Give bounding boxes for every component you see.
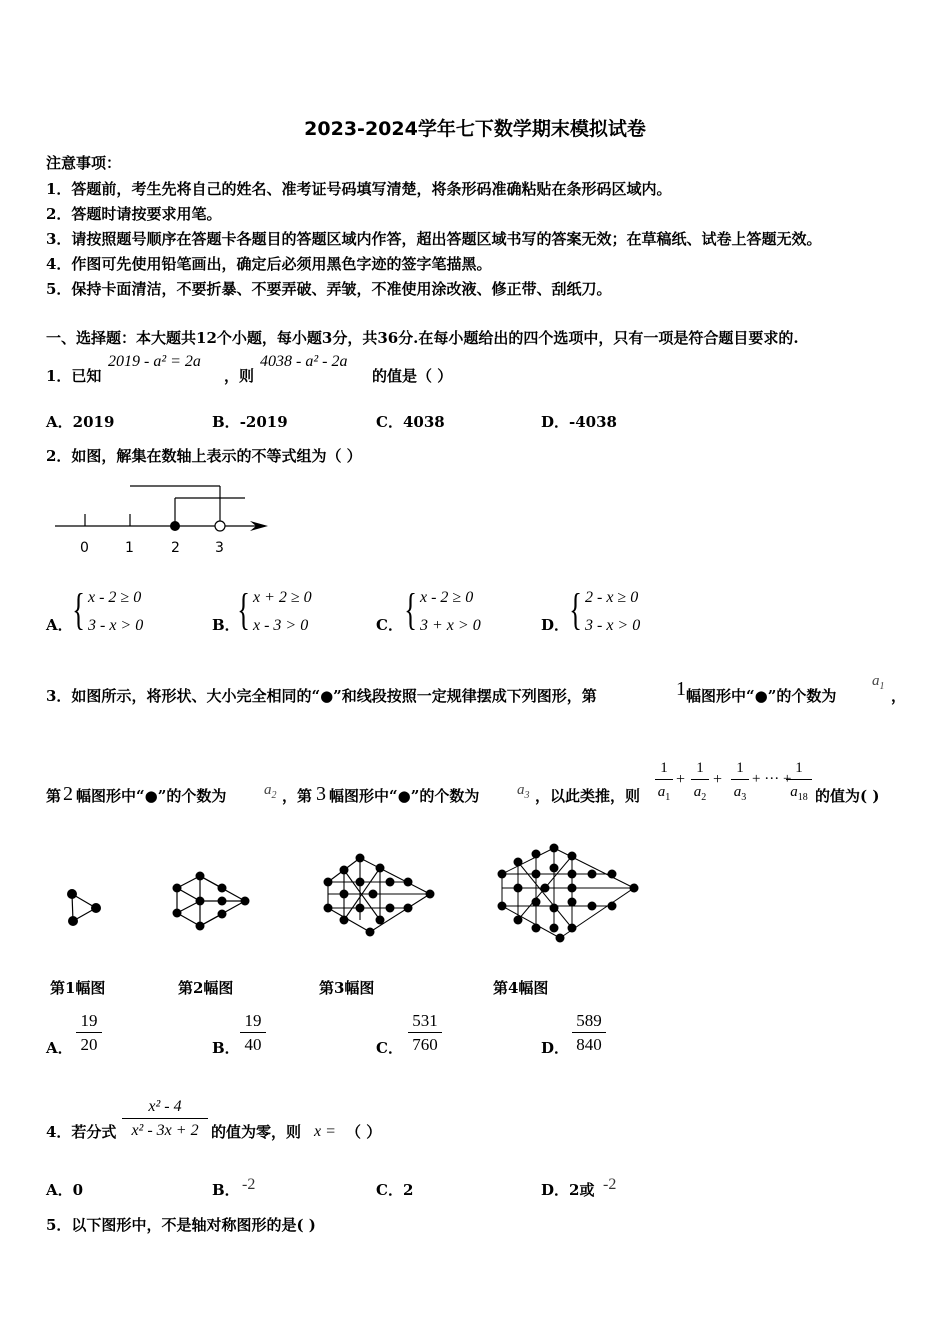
notice-item: 1．答题前，考生先将自己的姓名、准考证号码填写清楚，将条形码准确粘贴在条形码区域内。 — [46, 180, 672, 198]
figure-2 — [165, 866, 255, 936]
q5-text: 5．以下图形中，不是轴对称图形的是( ) — [46, 1216, 316, 1234]
figure-label: 第1幅图 — [50, 979, 106, 997]
q3-line2c: ，第 — [282, 787, 313, 805]
q3-line1b: 幅图形中“●”的个数为 — [686, 687, 837, 705]
q3-line1a: 3．如图所示，将形状、大小完全相同的“●”和线段按照一定规律摆成下列图形，第 — [46, 687, 597, 705]
q4-fraction: $\frac{\text{x² - 4}}{\text{x² - 3x + 2}}$ — [122, 1096, 208, 1143]
figure-label: 第3幅图 — [319, 979, 375, 997]
brace-icon: { — [404, 585, 417, 634]
section-heading: 一、选择题：本大题共12个小题，每小题3分，共36分.在每小题给出的四个选项中，只有一项是符合题目要求的. — [46, 329, 799, 347]
q4-option-a[interactable]: A．0 — [46, 1181, 84, 1199]
notice-item: 4．作图可先使用铅笔画出，确定后必须用黑色字迹的签字笔描黑。 — [46, 255, 492, 273]
open-point-icon — [215, 521, 225, 531]
q1-option-c[interactable]: C．4038 — [376, 413, 445, 431]
tick-label: 3 — [215, 540, 224, 556]
q1-option-a[interactable]: A．2019 — [46, 413, 115, 431]
q1-mid: ，则 — [224, 367, 255, 385]
closed-point-icon — [170, 521, 180, 531]
q3-line2b: 幅图形中“●”的个数为 — [76, 787, 227, 805]
q1-post: 的值是（ ） — [372, 367, 453, 385]
number-line-figure — [50, 480, 280, 540]
q4-var: x = — [314, 1123, 336, 1140]
tick-label: 2 — [171, 540, 180, 556]
q4-option-c[interactable]: C．2 — [376, 1181, 414, 1199]
notice-heading: 注意事项： — [46, 154, 122, 172]
figure-1 — [60, 880, 110, 930]
q3-line2e: ，以此类推，则 — [535, 787, 641, 805]
tick-label: 1 — [125, 540, 134, 556]
q1-expr2: 4038 - a² - 2a — [260, 353, 348, 370]
q4-pre: 4．若分式 — [46, 1123, 117, 1141]
figure-3 — [318, 850, 438, 942]
q3-line1c: ， — [891, 687, 907, 705]
q4-mid: 的值为零，则 — [211, 1123, 302, 1141]
q1-option-b[interactable]: B．-2019 — [212, 413, 288, 431]
figure-label: 第4幅图 — [493, 979, 549, 997]
tick-label: 0 — [80, 540, 89, 556]
figure-4 — [492, 840, 642, 945]
q3-a1: $a_1$ — [872, 673, 885, 692]
q1-pre: 1．已知 — [46, 367, 102, 385]
q3-n2: 2 — [63, 783, 73, 805]
q3-line2d: 幅图形中“●”的个数为 — [329, 787, 480, 805]
q2-text: 2．如图，解集在数轴上表示的不等式组为（ ） — [46, 447, 362, 465]
notice-item: 5．保持卡面清洁，不要折暴、不要弄破、弄皱，不准使用涂改液、修正带、刮纸刀。 — [46, 280, 612, 298]
q3-a3: $a_3$ — [517, 782, 530, 801]
q1-option-d[interactable]: D．-4038 — [541, 413, 617, 431]
q3-line2f: 的值为( ) — [815, 787, 880, 805]
q3-n1: 1 — [676, 678, 686, 700]
notice-item: 2．答题时请按要求用笔。 — [46, 205, 222, 223]
figure-label: 第2幅图 — [178, 979, 234, 997]
q3-a2: $a_2$ — [264, 782, 277, 801]
q4-post: （ ） — [346, 1123, 382, 1141]
notice-item: 3．请按照题号顺序在答题卡各题目的答题区域内作答，超出答题区域书写的答案无效；在草稿纸、试卷上答题无效。 — [46, 230, 822, 248]
brace-icon: { — [237, 585, 250, 634]
brace-icon: { — [72, 585, 85, 634]
q1-expr1: 2019 - a² = 2a — [108, 353, 201, 370]
q3-n3: 3 — [316, 783, 326, 805]
q3-line2a: 第 — [46, 787, 62, 805]
page-title: 2023-2024学年七下数学期末模拟试卷 — [304, 118, 646, 140]
brace-icon: { — [569, 585, 582, 634]
